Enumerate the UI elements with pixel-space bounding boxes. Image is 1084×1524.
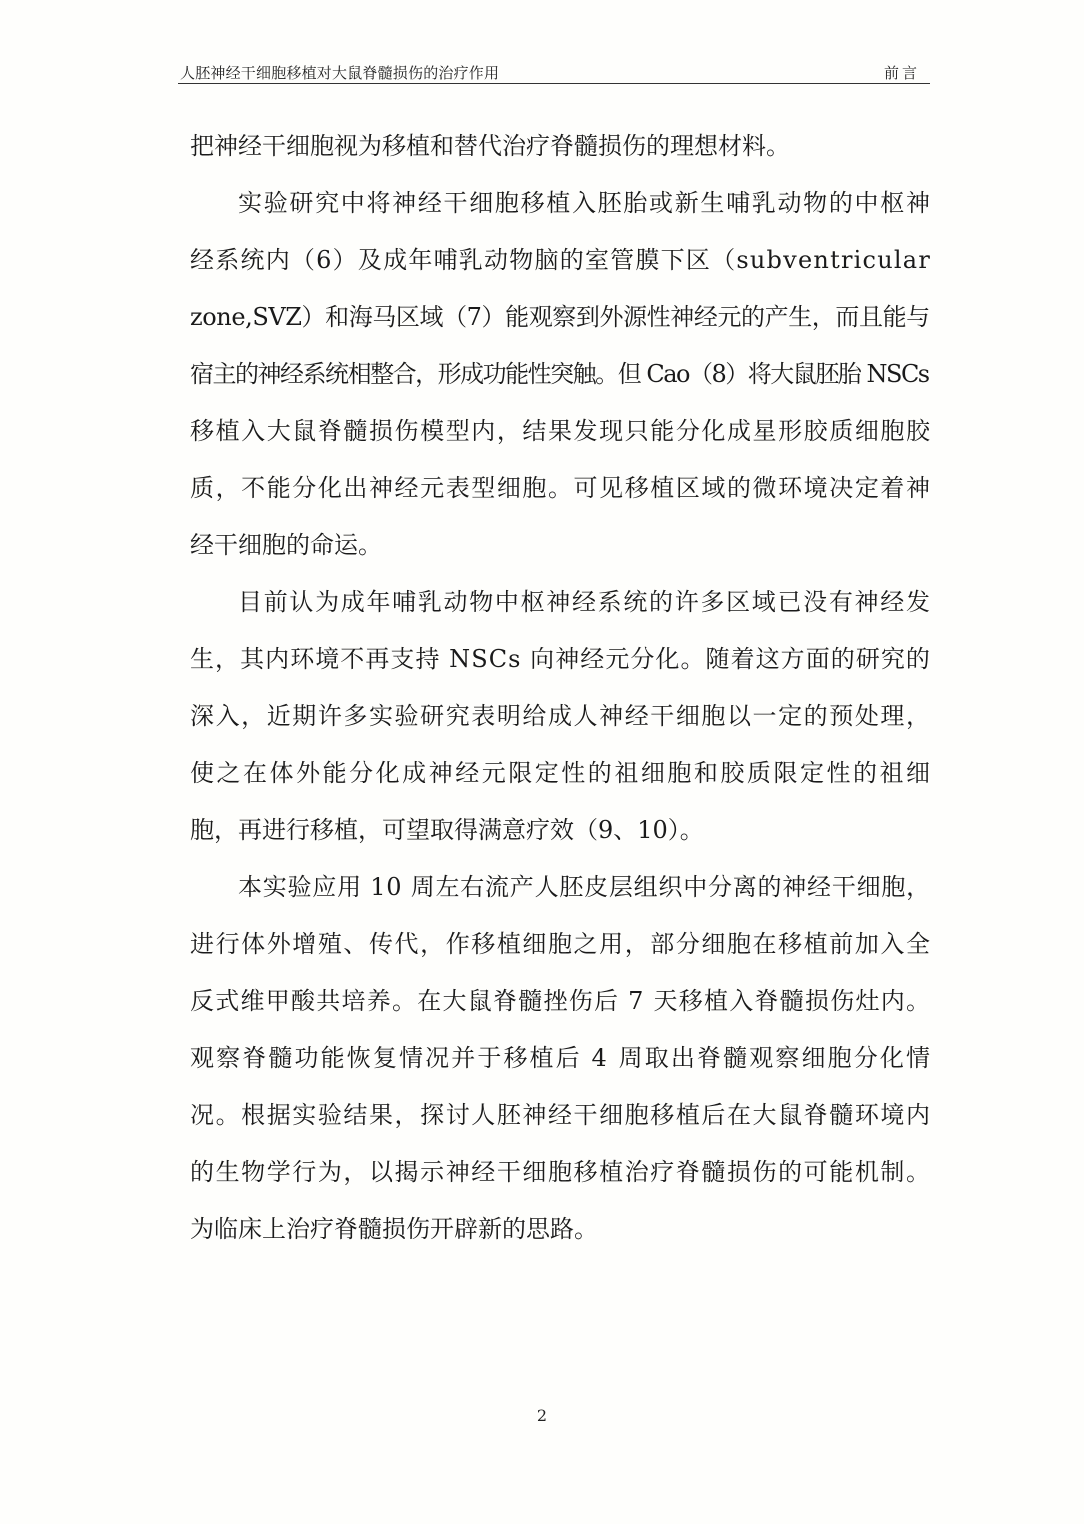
text-line: 生，其内环境不再支持 NSCs 向神经元分化。随着这方面的研究的: [190, 645, 931, 673]
text-line: 质，不能分化出神经元表型细胞。可见移植区域的微环境决定着神: [190, 474, 932, 502]
running-header: [178, 56, 928, 84]
text-line: 为临床上治疗脊髓损伤开辟新的思路。: [190, 1215, 598, 1243]
text-line: 目前认为成年哺乳动物中枢神经系统的许多区域已没有神经发: [238, 588, 932, 616]
text-line: 实验研究中将神经干细胞移植入胚胎或新生哺乳动物的中枢神: [238, 189, 932, 217]
text-line: 进行体外增殖、传代，作移植细胞之用，部分细胞在移植前加入全: [190, 930, 932, 958]
body-text: [190, 118, 933, 1258]
text-line: 况。根据实验结果，探讨人胚神经干细胞移植后在大鼠脊髓环境内: [190, 1101, 932, 1129]
text-line: 观察脊髓功能恢复情况并于移植后 4 周取出脊髓观察细胞分化情: [190, 1044, 933, 1072]
text-line: 使之在体外能分化成神经元限定性的祖细胞和胶质限定性的祖细: [190, 759, 933, 787]
header-section: 前言: [883, 64, 920, 82]
text-line: 胞，再进行移植，可望取得满意疗效（9、10）。: [190, 816, 704, 844]
text-line: zone,SVZ）和海马区域（7）能观察到外源性神经元的产生，而且能与: [190, 303, 930, 331]
header-rule: [178, 83, 930, 84]
text-line: 移植入大鼠脊髓损伤模型内，结果发现只能分化成星形胶质细胞胶: [190, 417, 932, 445]
text-line: 反式维甲酸共培养。在大鼠脊髓挫伤后 7 天移植入脊髓损伤灶内。: [190, 987, 932, 1015]
header-title: 人胚神经干细胞移植对大鼠脊髓损伤的治疗作用: [180, 64, 500, 82]
text-line: 本实验应用 10 周左右流产人胚皮层组织中分离的神经干细胞，: [238, 873, 931, 901]
page-number: 2: [536, 1406, 548, 1425]
text-line: 经系统内（6）及成年哺乳动物脑的室管膜下区（subventricular: [190, 246, 932, 274]
text-line: 深入，近期许多实验研究表明给成人神经干细胞以一定的预处理，: [190, 702, 932, 730]
text-line: 宿主的神经系统相整合，形成功能性突触。但 Cao（8）将大鼠胚胎 NSCs: [190, 360, 929, 388]
text-line: 的生物学行为，以揭示神经干细胞移植治疗脊髓损伤的可能机制。: [190, 1158, 932, 1186]
text-line: 经干细胞的命运。: [190, 531, 382, 559]
text-line: 把神经干细胞视为移植和替代治疗脊髓损伤的理想材料。: [190, 132, 790, 160]
